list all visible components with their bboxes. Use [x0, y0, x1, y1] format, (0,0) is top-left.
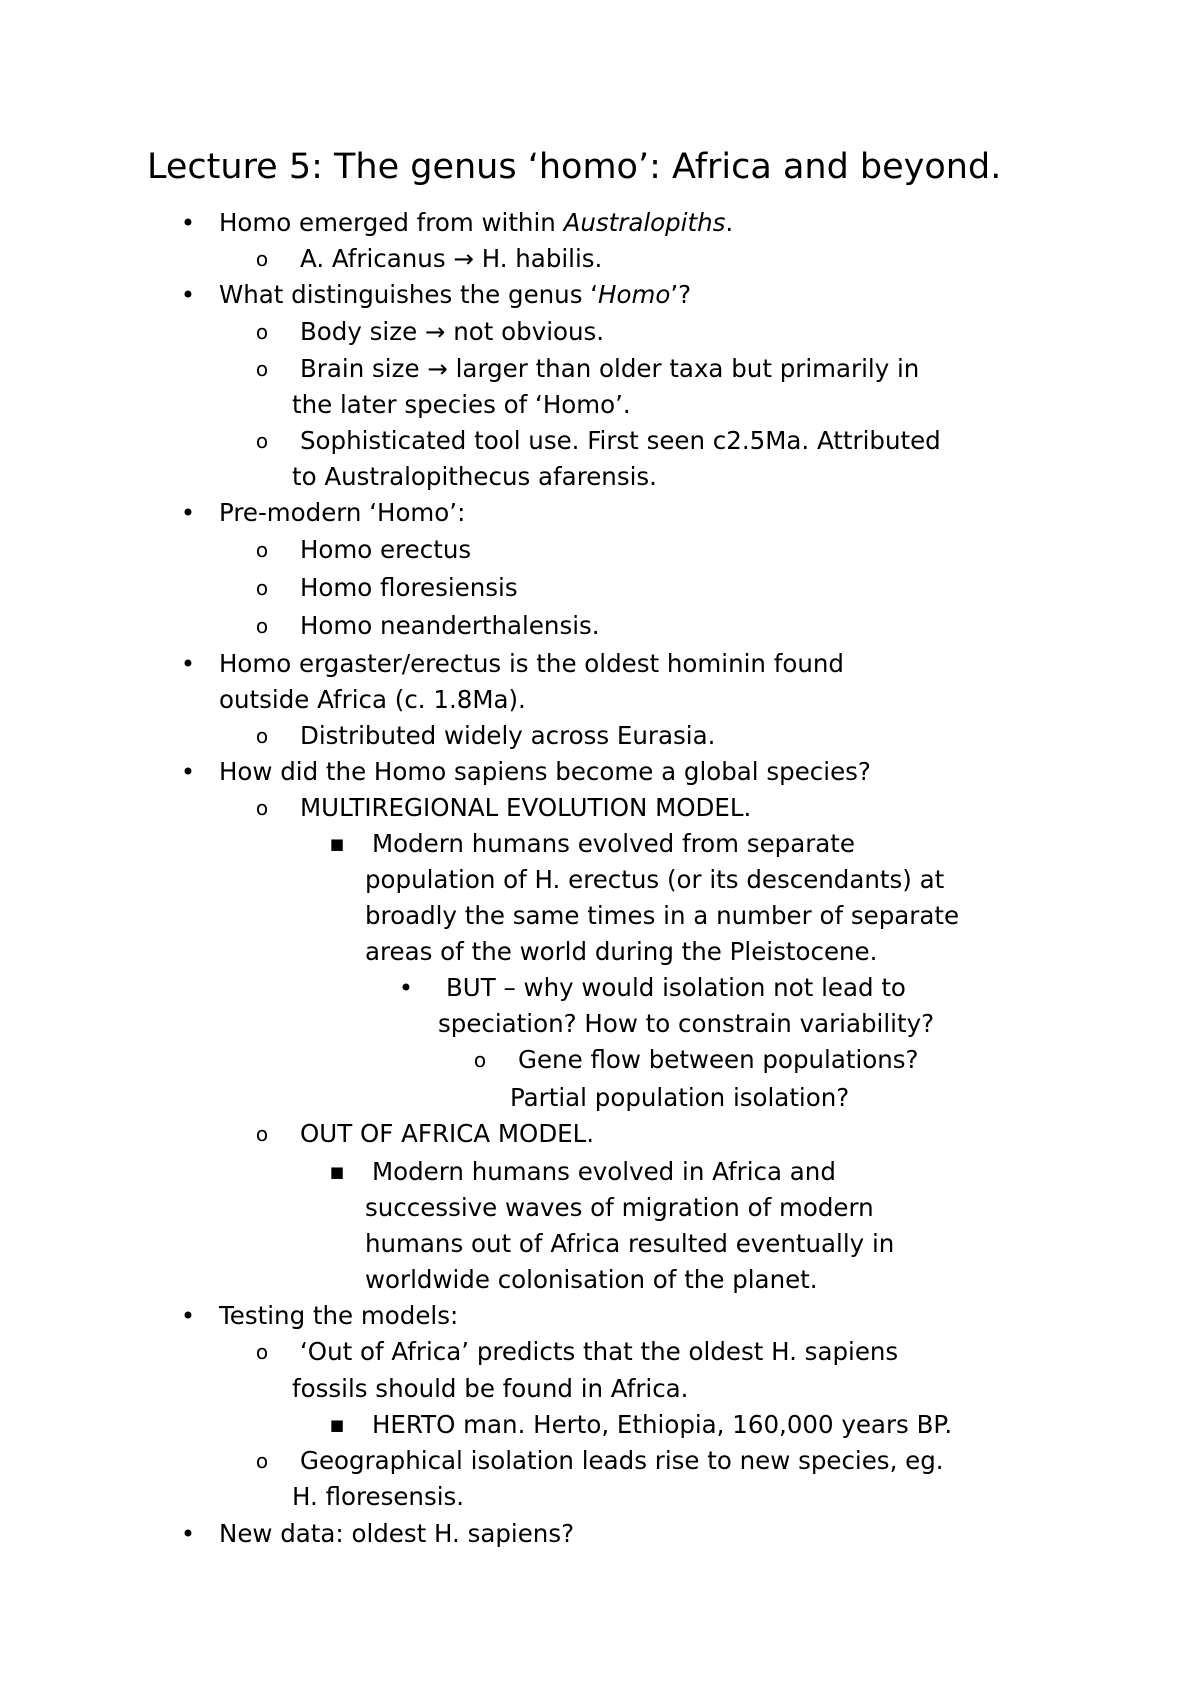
bullet-dot: •	[180, 1302, 196, 1330]
list-item-27: successive waves of migration of modern	[365, 1193, 874, 1222]
list-item-4: Brain size → larger than older taxa but primarily in	[300, 354, 920, 383]
list-item-36: New data: oldest H. sapiens?	[219, 1519, 575, 1548]
list-item-6: Sophisticated tool use. First seen c2.5Ma. Attributed	[300, 426, 941, 455]
bullet-square: ■	[329, 1163, 345, 1181]
bullet-circle: o	[255, 357, 269, 381]
list-item-0: Homo emerged from within Australopiths.	[219, 208, 734, 237]
list-item-9: Homo erectus	[300, 535, 472, 564]
list-item-23: Gene flow between populations?	[518, 1045, 919, 1074]
list-item-15: How did the Homo sapiens become a global species?	[219, 757, 871, 786]
bullet-dot: •	[180, 1520, 196, 1548]
bullet-circle: o	[255, 614, 269, 638]
list-item-32: fossils should be found in Africa.	[292, 1374, 689, 1403]
bullet-dot: •	[180, 281, 196, 309]
list-item-26: Modern humans evolved in Africa and	[372, 1157, 836, 1186]
list-item-33: HERTO man. Herto, Ethiopia, 160,000 years BP.	[372, 1410, 953, 1439]
page-title: Lecture 5: The genus ‘homo’: Africa and beyond.	[147, 147, 1002, 187]
bullet-circle: o	[255, 320, 269, 344]
bullet-dot: •	[398, 974, 414, 1002]
bullet-square: ■	[329, 1416, 345, 1434]
bullet-circle: o	[255, 538, 269, 562]
list-item-21: BUT – why would isolation not lead to	[446, 973, 906, 1002]
list-item-2: What distinguishes the genus ‘Homo’?	[219, 280, 692, 309]
list-item-34: Geographical isolation leads rise to new species, eg.	[300, 1446, 944, 1475]
bullet-dot: •	[180, 758, 196, 786]
list-item-35: H. floresensis.	[292, 1482, 465, 1511]
bullet-circle: o	[255, 429, 269, 453]
bullet-square: ■	[329, 835, 345, 853]
list-item-11: Homo neanderthalensis.	[300, 611, 600, 640]
bullet-circle: o	[255, 724, 269, 748]
bullet-circle: o	[255, 796, 269, 820]
bullet-circle: o	[255, 247, 269, 271]
list-item-18: population of H. erectus (or its descendants) at	[365, 865, 945, 894]
list-item-16: MULTIREGIONAL EVOLUTION MODEL.	[300, 793, 752, 822]
bullet-dot: •	[180, 209, 196, 237]
list-item-8: Pre-modern ‘Homo’:	[219, 498, 466, 527]
list-item-13: outside Africa (c. 1.8Ma).	[219, 685, 526, 714]
bullet-circle: o	[255, 1340, 269, 1364]
list-item-24: Partial population isolation?	[510, 1083, 850, 1112]
bullet-circle: o	[255, 576, 269, 600]
list-item-19: broadly the same times in a number of separate	[365, 901, 960, 930]
list-item-10: Homo floresiensis	[300, 573, 518, 602]
list-item-25: OUT OF AFRICA MODEL.	[300, 1119, 595, 1148]
list-item-1: A. Africanus → H. habilis.	[300, 244, 603, 273]
list-item-5: the later species of ‘Homo’.	[292, 390, 631, 419]
bullet-circle: o	[255, 1122, 269, 1146]
list-item-20: areas of the world during the Pleistocene.	[365, 937, 878, 966]
bullet-dot: •	[180, 650, 196, 678]
list-item-14: Distributed widely across Eurasia.	[300, 721, 716, 750]
bullet-circle: o	[473, 1048, 487, 1072]
list-item-28: humans out of Africa resulted eventually in	[365, 1229, 895, 1258]
list-item-30: Testing the models:	[219, 1301, 459, 1330]
bullet-circle: o	[255, 1449, 269, 1473]
list-item-17: Modern humans evolved from separate	[372, 829, 855, 858]
list-item-3: Body size → not obvious.	[300, 317, 605, 346]
list-item-29: worldwide colonisation of the planet.	[365, 1265, 818, 1294]
bullet-dot: •	[180, 499, 196, 527]
list-item-31: ‘Out of Africa’ predicts that the oldest H. sapiens	[300, 1337, 899, 1366]
list-item-22: speciation? How to constrain variability?	[438, 1009, 935, 1038]
list-item-7: to Australopithecus afarensis.	[292, 462, 657, 491]
list-item-12: Homo ergaster/erectus is the oldest hominin found	[219, 649, 844, 678]
